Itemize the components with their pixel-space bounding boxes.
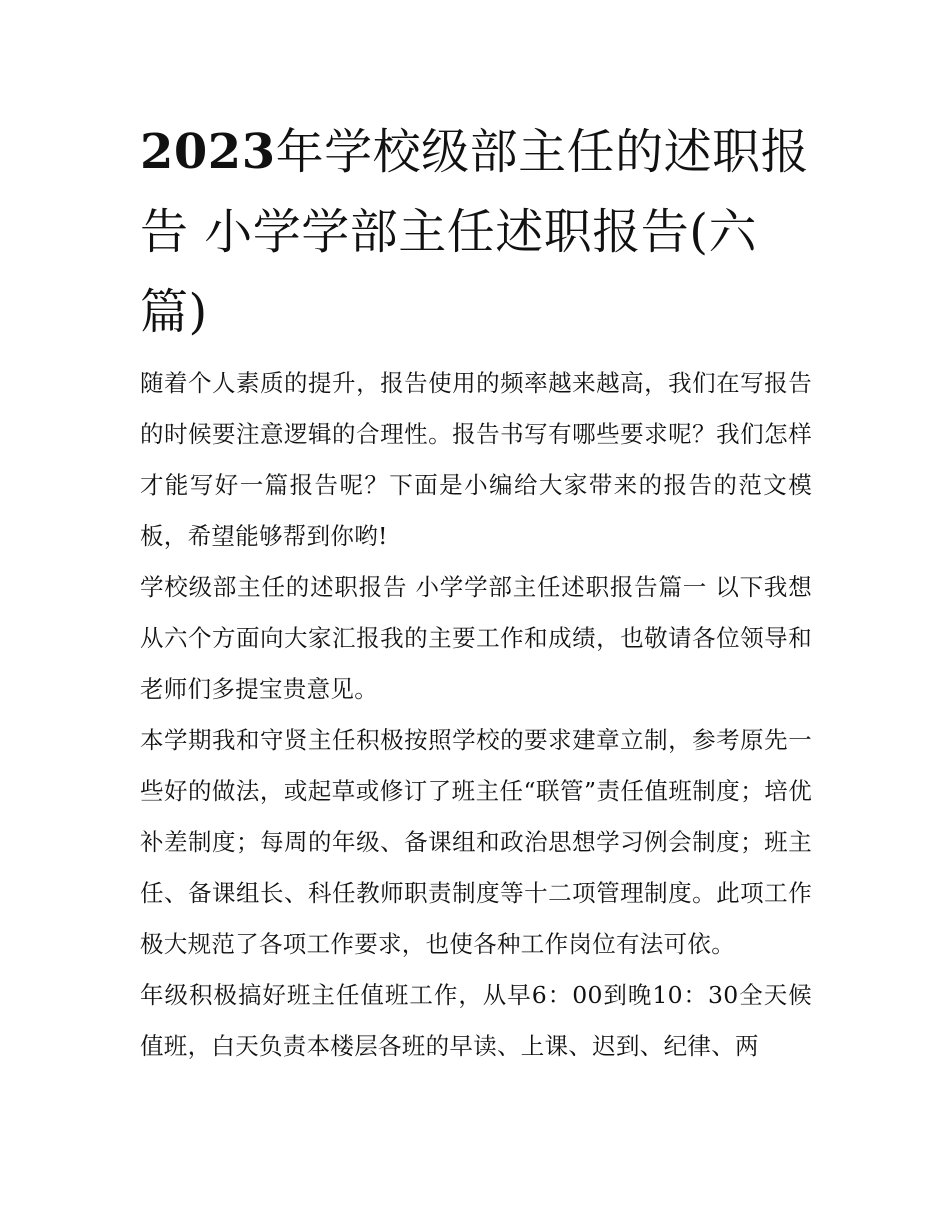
document-page [140, 112, 812, 1072]
document-title [140, 112, 812, 352]
paragraph-section-one: 学校级部主任的述职报告 小学学部主任述职报告篇一 以下我想从六个方面向大家汇报我的主要工作和成绩，也敬请各位领导和老师们多提宝贵意见。 [140, 573, 812, 703]
title-text: 年学校级部主任的述职报告 小学学部主任述职报告(六篇) [140, 124, 810, 340]
title-year: 2023 [140, 124, 276, 180]
paragraph-duty-schedule: 年级积极搞好班主任值班工作，从早6：00到晚10：30全天候值班，白天负责本楼层各班的早读、上课、迟到、纪律、两 [140, 981, 812, 1060]
paragraph-regulations: 本学期我和守贤主任积极按照学校的要求建章立制，参考原先一些好的做法，或起草或修订了班主任“联管”责任值班制度；培优补差制度；每周的年级、备课组和政治思想学习例会制度；班主任、备课组长、科任教师职责制度等十二项管理制度。此项工作极大规范了各项工作要求，也使各种工作岗位有法可依。 [140, 726, 812, 958]
document-body [140, 358, 812, 1072]
paragraph-intro: 随着个人素质的提升，报告使用的频率越来越高，我们在写报告的时候要注意逻辑的合理性。报告书写有哪些要求呢？我们怎样才能写好一篇报告呢？下面是小编给大家带来的报告的范文模板，希望能够帮到你哟! [140, 369, 812, 550]
